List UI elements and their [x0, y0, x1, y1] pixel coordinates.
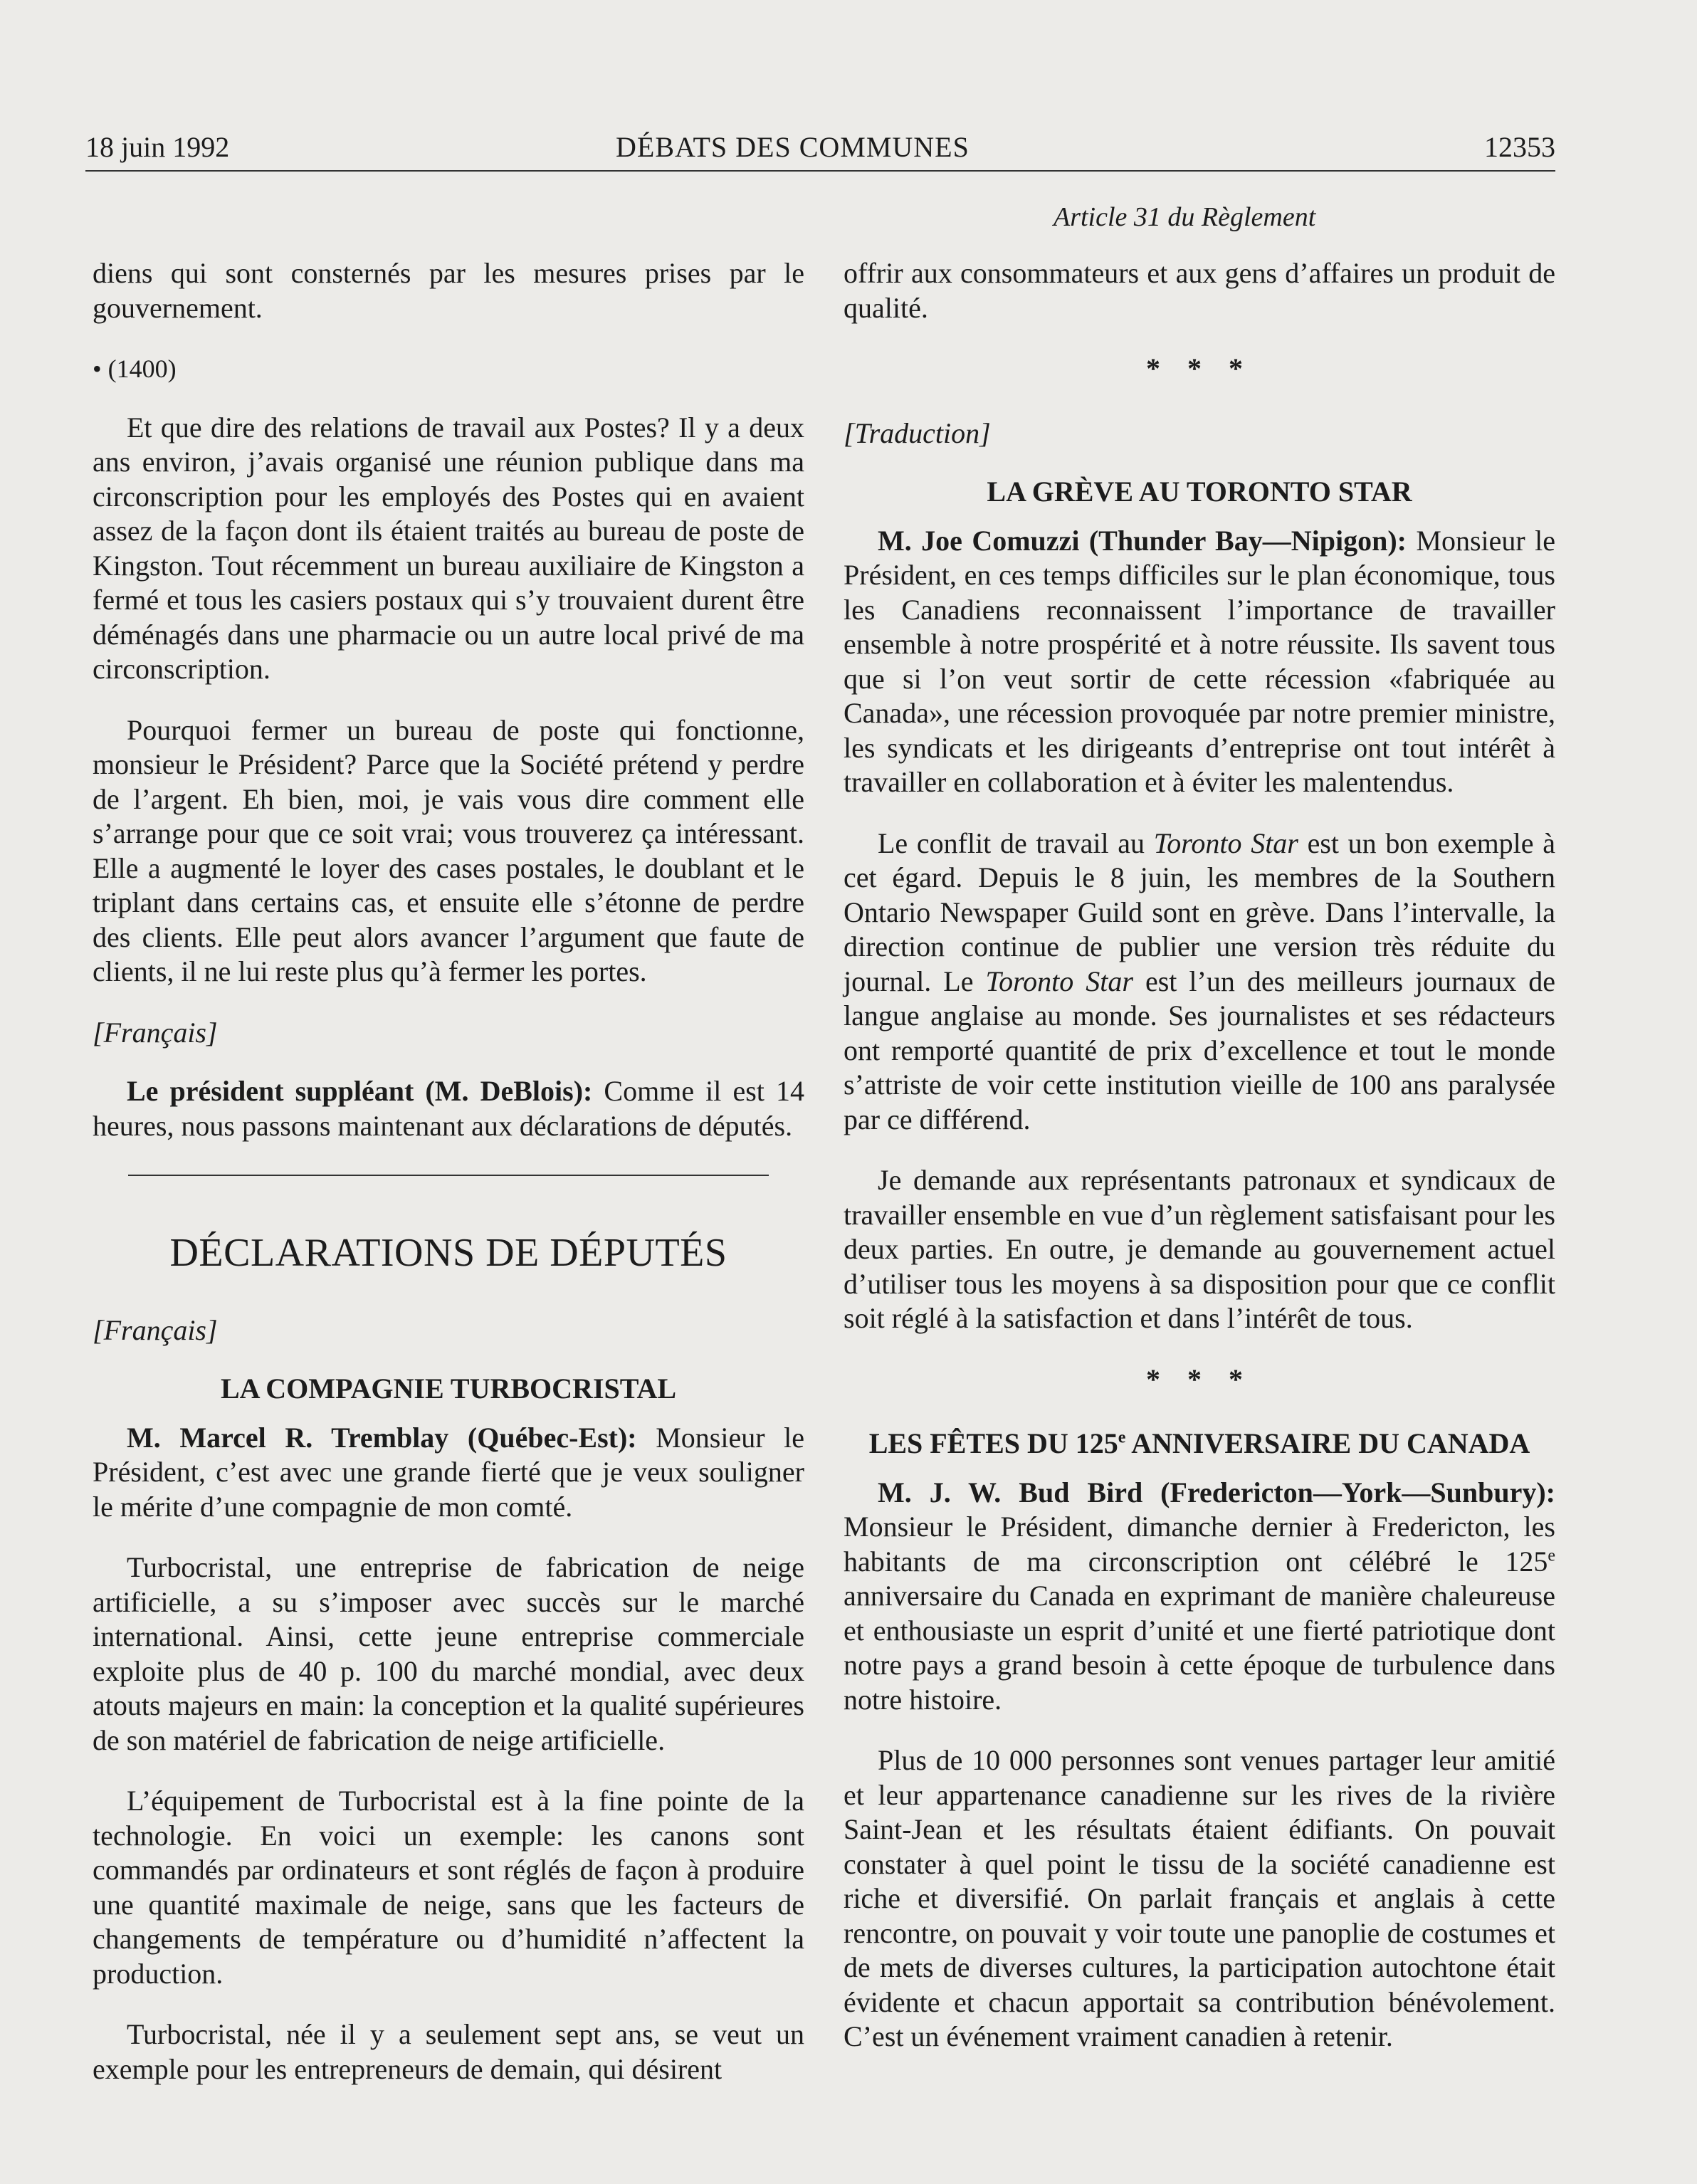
paragraph: offrir aux consommateurs et aux gens d’affaires un produit de qualité. — [844, 257, 1555, 324]
paragraph: Turbocristal, une entreprise de fabrication de neige artificielle, a su s’imposer avec succès sur le marché international. Ainsi, cette jeune entreprise commerciale exploite plus de 40 p. 100 du marché mondial, avec deux atouts majeurs en main: la conception et la qualité supérieures de son matériel de fabrication de neige artificielle. — [93, 1551, 804, 1756]
header-title: DÉBATS DES COMMUNES — [616, 131, 970, 163]
paragraph: Je demande aux représentants patronaux et syndicaux de travailler ensemble en vue d’un règlement satisfaisant pour les deux parties. En outre, je demande au gouvernement actuel d’utiliser tous les moyens à sa disposition pour que ce conflit soit réglé à la satisfaction et dans l’intérêt de tous. — [844, 1164, 1555, 1334]
paragraph — [93, 1074, 804, 1143]
header-rule — [85, 170, 1555, 172]
language-tag: [Français] — [93, 1016, 218, 1049]
text-run: ANNIVERSAIRE DU CANADA — [1125, 1427, 1530, 1459]
speaker-name: Le président suppléant (M. DeBlois): — [127, 1075, 593, 1107]
section-separator: * * * — [1146, 352, 1253, 384]
right-column — [844, 256, 1555, 2081]
speaker-name: M. J. W. Bud Bird (Fredericton—York—Sunbury): — [878, 1476, 1555, 1508]
left-column — [93, 256, 804, 2113]
header-page-number: 12353 — [1484, 131, 1555, 163]
paragraph: Pourquoi fermer un bureau de poste qui fonctionne, monsieur le Président? Parce que la Société prétend y perdre de l’argent. Eh bien, moi, je vais vous dire comment elle s’arrange pour que ce soit vrai; vous trouverez ça intéressant. Elle a augmenté le loyer des cases postales, le doublant et le triplant dans certains cas, et ensuite elle s’étonne de perdre des clients. Elle peut alors avancer l’argument que faute de clients, il ne lui reste plus qu’à fermer les portes. — [93, 713, 804, 987]
speech-text: anniversaire du Canada en exprimant de manière chaleureuse et enthousiaste un esprit d’unité et une fierté patriotique dont notre pays a grand besoin à cette époque de turbulence dans notre histoire. — [844, 1580, 1555, 1716]
newspaper-name: Toronto Star — [1153, 826, 1298, 859]
language-tag: [Traduction] — [844, 416, 991, 449]
newspaper-name: Toronto Star — [985, 965, 1133, 997]
section-separator: * * * — [1146, 1363, 1253, 1395]
language-tag: [Français] — [93, 1313, 218, 1346]
text-run: Le conflit de travail au — [878, 826, 1154, 859]
speaker-name: M. Joe Comuzzi (Thunder Bay—Nipigon): — [878, 524, 1407, 557]
paragraph: diens qui sont consternés par les mesures prises par le gouvernement. — [93, 257, 804, 324]
subsection-title — [844, 1427, 1555, 1461]
superscript: e — [1118, 1428, 1126, 1447]
speech-text: Monsieur le Président, c’est avec une grande fierté que je veux souligner le mérite d’une compagnie de mon comté. — [93, 1421, 805, 1523]
running-head: Article 31 du Règlement — [1054, 202, 1316, 232]
text-run: est l’un des meilleurs journaux de langue anglaise au monde. Ses journalistes et ses rédacteurs ont remporté quantité de prix d’excellence et tout le monde s’attriste de voir cette institution vieille de 100 ans paralysée par ce différend. — [844, 965, 1556, 1135]
subsection-title: LA COMPAGNIE TURBOCRISTAL — [220, 1372, 677, 1405]
superscript: e — [1548, 1546, 1555, 1565]
paragraph — [844, 826, 1555, 1138]
speech-text: Comme il est 14 heures, nous passons maintenant aux déclarations de députés. — [93, 1075, 804, 1142]
text-run: LES FÊTES DU 125 — [868, 1427, 1118, 1459]
page-header — [85, 130, 1555, 173]
section-title: DÉCLARATIONS DE DÉPUTÉS — [169, 1231, 727, 1275]
paragraph: L’équipement de Turbocristal est à la fine pointe de la technologie. En voici un exemple: les canons sont commandés par ordinateurs et sont réglés de façon à produire une quantité maximale de neige, sans que les facteurs de changements de température ou d’humidité n’affectent la production. — [93, 1785, 804, 1990]
paragraph — [844, 1476, 1555, 1718]
section-divider — [128, 1175, 769, 1176]
paragraph: Turbocristal, née il y a seulement sept ans, se veut un exemple pour les entrepreneurs de demain, qui désirent — [93, 2018, 804, 2085]
paragraph — [844, 524, 1555, 800]
speaker-name: M. Marcel R. Tremblay (Québec-Est): — [127, 1421, 637, 1454]
paragraph: Plus de 10 000 personnes sont venues partager leur amitié et leur appartenance canadienne sur les rives de la rivière Saint-Jean et les résultats étaient édifiants. On pouvait constater à quel point le tissu de la société canadienne est riche et diversifié. On parlait français et anglais à cette rencontre, on pouvait y voir toute une panoplie de costumes et de mets de diverses cultures, la participation autochtone était évidente et chacun apportait sa contribution bénévolement. C’est un événement vraiment canadien à retenir. — [844, 1744, 1555, 2052]
subsection-title: LA GRÈVE AU TORONTO STAR — [987, 476, 1412, 508]
speech-text: Monsieur le Président, en ces temps difficiles sur le plan économique, tous les Canadiens reconnaissent l’importance de travailler ensemble à notre prospérité et à notre réussite. Ils savent tous que si l’on veut sortir de cette récession «fabriquée au Canada», une récession provoquée par notre premier ministre, les syndicats et les dirigeants d’entreprise ont tout intérêt à travailler en collaboration et à éviter les malentendus. — [844, 524, 1555, 798]
paragraph — [93, 1421, 804, 1525]
speech-text: Monsieur le Président, dimanche dernier à Fredericton, les habitants de ma circonscription ont célébré le 125 — [844, 1511, 1555, 1577]
time-marker: • (1400) — [93, 355, 177, 383]
paragraph: Et que dire des relations de travail aux Postes? Il y a deux ans environ, j’avais organisé une réunion publique dans ma circonscription pour les employés des Postes qui en avaient assez de la façon dont ils étaient traités au bureau de poste de Kingston. Tout récemment un bureau auxiliaire de Kingston a fermé et tous les casiers postaux qui s’y trouvaient durent être déménagés dans une pharmacie ou un autre local privé de ma circonscription. — [93, 411, 804, 685]
header-date: 18 juin 1992 — [85, 131, 230, 163]
text-run: est un bon exemple à cet égard. Depuis le 8 juin, les membres de la Southern Ontario Newspaper Guild sont en grève. Dans l’intervalle, la direction continue de publier une version très réduite du journal. Le — [844, 826, 1555, 997]
